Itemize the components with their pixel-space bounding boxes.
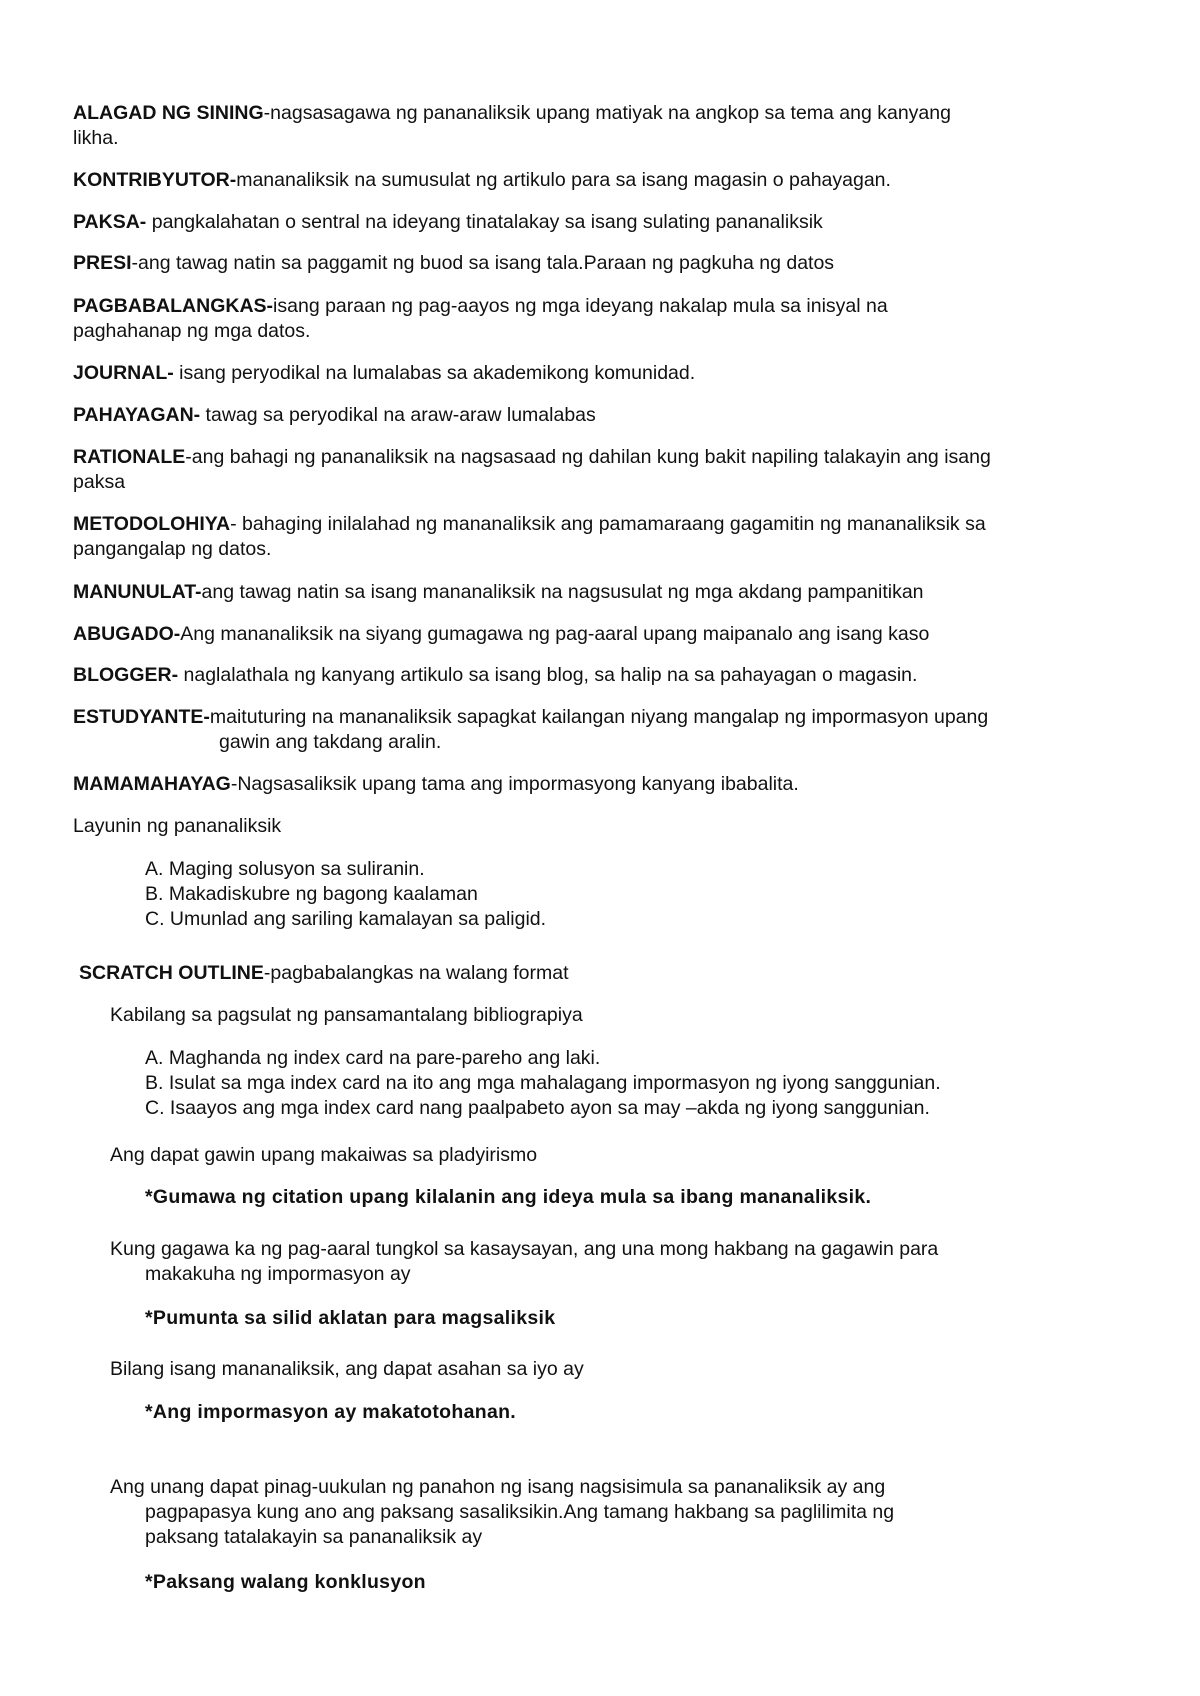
qa-question: Ang unang dapat pinag-uukulan ng panahon ng isang nagsisimula sa pananaliksik ay ang bbox=[110, 1476, 886, 1498]
definition-continuation: gawin ang takdang aralin. bbox=[219, 731, 442, 753]
bibliography-item: C. Isaayos ang mga index card nang paalpabeto ayon sa may –akda ng iyong sanggunian. bbox=[145, 1097, 930, 1119]
definition-text: -pagbabalangkas na walang format bbox=[263, 962, 569, 984]
definition-paksa bbox=[73, 210, 823, 235]
definition-term: MANUNULAT- bbox=[73, 581, 202, 603]
bibliography-item: B. Isulat sa mga index card na ito ang mga mahalagang impormasyon ng iyong sanggunian. bbox=[145, 1072, 941, 1094]
definition-term: ESTUDYANTE- bbox=[73, 706, 210, 728]
qa-answer: *Ang impormasyon ay makatotohanan. bbox=[145, 1401, 517, 1423]
definition-term: PAGBABALANGKAS- bbox=[73, 295, 274, 317]
definition-continuation: paghahanap ng mga datos. bbox=[73, 320, 311, 342]
definition-pahayagan bbox=[73, 403, 596, 428]
definition-text: ang tawag natin sa isang mananaliksik na nagsusulat ng mga akdang pampanitikan bbox=[201, 581, 924, 603]
qa-question: Kung gagawa ka ng pag-aaral tungkol sa kasaysayan, ang una mong hakbang na gagawin para bbox=[110, 1238, 939, 1260]
definition-pagbabalangkas bbox=[73, 294, 888, 319]
definition-manunulat bbox=[73, 580, 924, 605]
definition-term: METODOLOHIYA bbox=[73, 513, 231, 535]
definition-term: SCRATCH OUTLINE bbox=[79, 962, 264, 984]
definition-metodolohiya bbox=[73, 512, 986, 537]
definition-alagad-ng-sining bbox=[73, 101, 951, 126]
qa-question-continuation: paksang tatalakayin sa pananaliksik ay bbox=[145, 1526, 483, 1548]
qa-answer: *Gumawa ng citation upang kilalanin ang ideya mula sa ibang mananaliksik. bbox=[145, 1186, 872, 1208]
definition-text: maituturing na mananaliksik sapagkat kailangan niyang mangalap ng impormasyon upang bbox=[209, 706, 989, 728]
definition-text: naglalathala ng kanyang artikulo sa isang blog, sa halip na sa pahayagan o magasin. bbox=[178, 664, 918, 686]
qa-answer: *Pumunta sa silid aklatan para magsaliksik bbox=[145, 1307, 556, 1329]
layunin-heading: Layunin ng pananaliksik bbox=[73, 815, 282, 837]
qa-answer: *Paksang walang konklusyon bbox=[145, 1571, 426, 1593]
definition-term: ABUGADO- bbox=[73, 623, 181, 645]
definition-term: PRESI bbox=[73, 252, 132, 274]
definition-term: JOURNAL- bbox=[73, 362, 174, 384]
definition-text: tawag sa peryodikal na araw-araw lumalabas bbox=[200, 404, 596, 426]
definition-text: isang peryodikal na lumalabas sa akademikong komunidad. bbox=[173, 362, 696, 384]
layunin-item: C. Umunlad ang sariling kamalayan sa paligid. bbox=[145, 908, 547, 930]
qa-question: Ang dapat gawin upang makaiwas sa pladyirismo bbox=[110, 1144, 538, 1166]
definition-continuation: paksa bbox=[73, 471, 126, 493]
definition-term: PAKSA- bbox=[73, 211, 147, 233]
layunin-item: B. Makadiskubre ng bagong kaalaman bbox=[145, 883, 478, 905]
definition-term: BLOGGER- bbox=[73, 664, 179, 686]
layunin-item: A. Maging solusyon sa suliranin. bbox=[145, 858, 425, 880]
qa-question-continuation: pagpapasya kung ano ang paksang sasaliksikin.Ang tamang hakbang sa paglilimita ng bbox=[145, 1501, 895, 1523]
definition-term: KONTRIBYUTOR- bbox=[73, 169, 237, 191]
definition-text: isang paraan ng pag-aayos ng mga ideyang nakalap mula sa inisyal na bbox=[273, 295, 888, 317]
bibliography-heading: Kabilang sa pagsulat ng pansamantalang bibliograpiya bbox=[110, 1004, 583, 1026]
definition-abugado bbox=[73, 622, 929, 647]
definition-text: pangkalahatan o sentral na ideyang tinatalakay sa isang sulating pananaliksik bbox=[146, 211, 823, 233]
bibliography-item: A. Maghanda ng index card na pare-pareho ang laki. bbox=[145, 1047, 601, 1069]
definition-continuation: likha. bbox=[73, 127, 119, 149]
definition-text: -ang bahagi ng pananaliksik na nagsasaad ng dahilan kung bakit napiling talakayin ang isang bbox=[185, 446, 991, 468]
definition-text: -Nagsasaliksik upang tama ang impormasyong kanyang ibabalita. bbox=[230, 773, 799, 795]
definition-rationale bbox=[73, 445, 991, 470]
definition-text: -nagsasagawa ng pananaliksik upang matiyak na angkop sa tema ang kanyang bbox=[263, 102, 951, 124]
definition-term: PAHAYAGAN- bbox=[73, 404, 201, 426]
definition-presi bbox=[73, 251, 834, 276]
definition-text: Ang mananaliksik na siyang gumagawa ng pag-aaral upang maipanalo ang isang kaso bbox=[180, 623, 930, 645]
definition-blogger bbox=[73, 663, 917, 688]
definition-term: RATIONALE bbox=[73, 446, 186, 468]
definition-continuation: pangangalap ng datos. bbox=[73, 538, 272, 560]
definition-scratch-outline bbox=[79, 961, 569, 986]
definition-estudyante bbox=[73, 705, 988, 730]
definition-text: -ang tawag natin sa paggamit ng buod sa isang tala.Paraan ng pagkuha ng datos bbox=[131, 252, 835, 274]
qa-question: Bilang isang mananaliksik, ang dapat asahan sa iyo ay bbox=[110, 1358, 584, 1380]
definition-text: mananaliksik na sumusulat ng artikulo para sa isang magasin o pahayagan. bbox=[236, 169, 891, 191]
definition-kontribyutor bbox=[73, 168, 891, 193]
definition-journal bbox=[73, 361, 695, 386]
definition-term: ALAGAD NG SINING bbox=[73, 102, 264, 124]
definition-term: MAMAMAHAYAG bbox=[73, 773, 231, 795]
definition-mamamahayag bbox=[73, 772, 799, 797]
qa-question-continuation: makakuha ng impormasyon ay bbox=[145, 1263, 411, 1285]
definition-text: - bahaging inilalahad ng mananaliksik ang pamamaraang gagamitin ng mananaliksik sa bbox=[230, 513, 986, 535]
